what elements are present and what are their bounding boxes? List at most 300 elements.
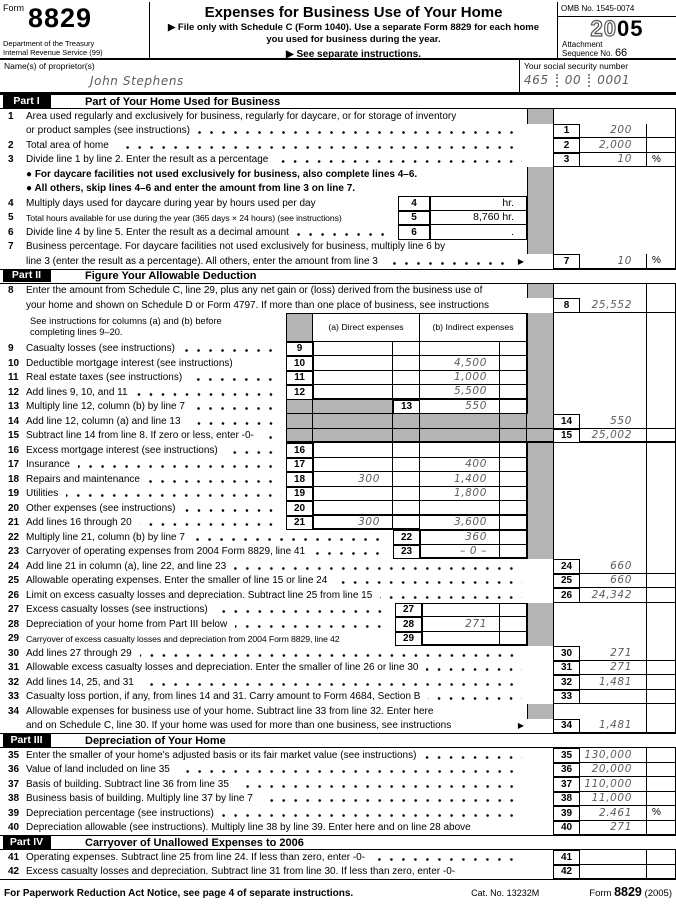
catalog-number: Cat. No. 13232M [471,888,540,898]
part-1-chip: Part I [3,95,51,108]
line-label: Allowable expenses for business use of your home. Subtract line 33 from line 32. Enter here [26,705,434,717]
line-20-indirect-cents[interactable] [500,501,527,516]
line-17-direct-cents[interactable] [393,458,420,473]
line-3-numbox: 3 [553,153,580,168]
row-line-20 [0,501,676,516]
line-33-cents[interactable] [646,690,676,705]
gutter-fill [553,342,580,357]
line-34-cents[interactable] [646,719,676,734]
dot-leader [216,610,390,613]
line-label: ● For daycare facilities not used exclusively for business, also complete lines 4–6. [26,168,418,180]
line-label: Multiply line 21, column (b) by line 7 [26,531,185,543]
line-14-cents[interactable] [646,414,676,429]
inner-table-corner-cell [286,313,313,342]
line-28-box-value[interactable]: 271 [422,617,500,632]
line-3-label-region [0,153,527,168]
line-35-amount[interactable]: 130,000 [580,748,646,763]
row-line-13 [0,400,676,415]
line-label: Depreciation percentage (see instructions) [26,807,214,819]
dot-leader [136,393,281,396]
line-11-indirect-expense[interactable]: 1,000 [420,371,500,386]
dot-leader [426,668,522,671]
line-27-box-cents[interactable] [500,603,527,618]
line-number-left: 5 [8,212,14,224]
line-label: Total hours available for use during the year (365 days × 24 hours) (see instructions) [26,212,342,223]
gutter-cell [527,254,553,269]
proprietor-name-field[interactable]: John Stephens [90,74,184,88]
line-7-label-region [0,240,527,255]
line-21-indirect-cents[interactable] [500,516,527,531]
line-label: Multiply days used for daycare during year by hours used per day [26,197,316,209]
dot-leader [428,697,522,700]
form-subtitle: ▶ File only with Schedule C (Form 1040). Use a separate Form 8829 for each home you used for business during the year. [167,22,540,45]
cents-fill [646,385,676,400]
part-3-header [0,733,676,748]
gutter-fill [553,196,580,211]
line-label: Deductible mortgage interest (see instructions) [26,357,233,369]
ssn-field[interactable] [524,73,672,87]
line-20-indirect-expense[interactable] [420,501,500,516]
line-13-indirect-cents[interactable] [500,400,527,415]
line-number-left: 40 [8,822,20,834]
line-21-inner-number: 21 [286,516,313,531]
line-14-amount[interactable]: 550 [580,414,646,429]
line-12-direct-expense[interactable] [313,385,393,400]
line-number-left: 7 [8,241,14,253]
gutter-cell [527,313,553,342]
line-17-indirect-cents[interactable] [500,458,527,473]
row-line-15 [0,429,676,444]
row-line-29 [0,632,676,647]
line-19-indirect-cents[interactable] [500,487,527,502]
gutter-fill [553,704,580,719]
line-32-cents[interactable] [646,675,676,690]
line-26-cents[interactable] [646,588,676,603]
line-label: Operating expenses. Subtract line 25 from line 24. If less than zero, enter -0- [26,851,366,863]
line-18-indirect-expense[interactable]: 1,400 [420,472,500,487]
line-21-direct-expense[interactable]: 300 [313,516,393,531]
gutter-cell [527,429,553,444]
line-number-left: 22 [8,531,20,543]
line-label: Business percentage. For daycare facilities not used exclusively for business, multiply line 6 by [26,241,446,253]
row-line-38 [0,792,676,807]
line-24-amount[interactable]: 660 [580,559,646,574]
line-42-cents[interactable] [646,865,676,880]
line-16-indirect-cents[interactable] [500,443,527,458]
line-number-left: 29 [8,633,20,645]
line-30-cents[interactable] [646,646,676,661]
form-title: Expenses for Business Use of Your Home [204,4,503,21]
line-number-left: 27 [8,604,20,616]
line-number-left: 32 [8,676,20,688]
row-line-34 [0,704,676,719]
line-22-box-value[interactable]: 360 [420,530,500,545]
gutter-fill [553,284,580,299]
gutter-cell [527,487,553,502]
line-label: Casualty losses (see instructions) [26,343,175,355]
cents-fill [646,545,676,560]
gutter-cell [527,763,553,778]
gutter-cell [527,559,553,574]
line-8-amount[interactable]: 25,552 [580,298,646,313]
line-26-label-region [0,588,527,603]
line-label: Add lines 14, 25, and 31 [26,676,134,688]
line-number-left: 30 [8,647,20,659]
dot-leader [140,523,281,526]
row-line-35 [0,748,676,763]
dot-leader [222,814,522,817]
line-22-box-number: 22 [393,530,420,545]
line-40-cents[interactable] [646,821,676,836]
line-12-indirect-expense[interactable]: 5,500 [420,385,500,400]
line-15-amount[interactable]: 25,002 [580,429,646,444]
line-17-direct-expense[interactable] [313,458,393,473]
gutter-cell [527,211,553,226]
amount-fill [580,400,646,415]
line-16-label-region [0,443,286,458]
line-35-cents[interactable] [646,748,676,763]
dept-line-2: Internal Revenue Service (99) [3,47,103,57]
line-number-left: 41 [8,851,20,863]
ssn-area[interactable]: 465 [524,73,549,87]
line-39-cents[interactable]: % [646,806,676,821]
row-line-34 [0,719,676,734]
line-17-indirect-expense[interactable]: 400 [420,458,500,473]
gutter-cell [527,588,553,603]
row-line-41 [0,850,676,865]
line-11-indirect-cents[interactable] [500,371,527,386]
line-19-direct-cents[interactable] [393,487,420,502]
line-13-indirect-expense[interactable]: 550 [420,400,500,415]
line-21-label-region [0,516,286,531]
line-21-indirect-expense[interactable]: 3,600 [420,516,500,531]
line-9-direct-cents[interactable] [393,342,420,357]
gutter-cell [527,501,553,516]
line-8-cents[interactable] [646,298,676,313]
line-24-cents[interactable] [646,559,676,574]
line-9-indirect-expense[interactable] [420,342,500,357]
line-11-inner-number: 11 [286,371,313,386]
dot-leader [373,858,522,861]
amount-fill [580,443,646,458]
row-line-39 [0,806,676,821]
line-1-cents[interactable] [646,124,676,139]
gutter-cell [527,865,553,880]
gutter-cell [527,414,553,429]
line-16-inner-number: 16 [286,443,313,458]
line-38-numbox: 38 [553,792,580,807]
line-number-left: 13 [8,401,20,413]
dot-leader [261,799,522,802]
dot-leader [424,756,522,759]
tax-year [558,17,676,40]
line-19-indirect-expense[interactable]: 1,800 [420,487,500,502]
gutter-cell [527,806,553,821]
line-label: Divide line 4 by line 5. Enter the result as a decimal amount [26,226,289,238]
line-label: Business basis of building. Multiply line 37 by line 7 [26,793,253,805]
row-line-ihdr [0,313,676,342]
form-number-block [0,2,150,58]
line-number-left: 1 [8,110,14,122]
line-37-cents[interactable] [646,777,676,792]
line-1-label-region [0,109,527,124]
gutter-cell [527,342,553,357]
line-31-amount[interactable]: 271 [580,661,646,676]
line-2-numbox: 2 [553,138,580,153]
line-16-direct-cents[interactable] [393,443,420,458]
line-5-box-value[interactable]: 8,760 hr. [430,211,527,226]
line-x-label-region [0,182,527,197]
line-29-box-cents[interactable] [500,632,527,647]
line-25-cents[interactable] [646,574,676,589]
proprietor-name-label: Name(s) of proprietor(s) [4,61,95,71]
line-20-label-region [0,501,286,516]
gutter-cell [527,124,553,139]
gutter-cell [527,719,553,734]
row-line-12 [0,385,676,400]
line-15-gray-cell [393,429,420,444]
line-number-left: 8 [8,285,14,297]
line-10-indirect-cents[interactable] [500,356,527,371]
line-11-label-region [0,371,286,386]
line-12-direct-cents[interactable] [393,385,420,400]
gutter-cell [527,850,553,865]
row-line-18 [0,472,676,487]
line-17-label-region [0,458,286,473]
line-41-cents[interactable] [646,850,676,865]
line-number-left: 42 [8,866,20,878]
line-label: Subtract line 14 from line 8. If zero or less, enter -0- [26,430,254,442]
line-18-indirect-cents[interactable] [500,472,527,487]
line-number-left: 38 [8,793,20,805]
footer-form-id: Form 8829 (2005) [589,885,672,899]
part-4-chip: Part IV [3,836,51,849]
cents-fill [646,400,676,415]
dot-leader [190,378,281,381]
form-body [0,94,676,879]
cents-fill [646,225,676,240]
amount-fill [580,487,646,502]
dot-leader [313,552,388,555]
dot-leader [140,654,522,657]
line-label: Limit on excess casualty losses and depreciation. Subtract line 25 from line 15 [26,589,373,601]
line-number-left: 33 [8,691,20,703]
gutter-fill [553,167,580,182]
line-33-amount[interactable] [580,690,646,705]
line-2-amount[interactable]: 2,000 [580,138,646,153]
line-20-direct-expense[interactable] [313,501,393,516]
cents-fill [646,603,676,618]
line-34-amount[interactable]: 1,481 [580,719,646,734]
line-24-numbox: 24 [553,559,580,574]
cents-fill [646,472,676,487]
line-label: line 3 (enter the result as a percentage). All others, enter the amount from line 3 [26,255,378,267]
line-1-amount[interactable]: 200 [580,124,646,139]
dot-leader [262,436,281,439]
line-26-amount[interactable]: 24,342 [580,588,646,603]
line-9-direct-expense[interactable] [313,342,393,357]
row-line-28 [0,617,676,632]
row-line-1 [0,109,676,124]
line-label: Casualty loss portion, if any, from lines 14 and 31. Carry amount to Form 4684, Section B [26,691,421,703]
line-18-inner-number: 18 [286,472,313,487]
amount-fill [580,284,646,299]
line-label: Add line 12, column (a) and line 13 [26,415,181,427]
line-18-direct-cents[interactable] [393,472,420,487]
gutter-fill [553,603,580,618]
line-9-indirect-cents[interactable] [500,342,527,357]
column-b-header: (b) Indirect expenses [420,313,527,342]
line-3-amount[interactable]: 10 [580,153,646,168]
line-32-amount[interactable]: 1,481 [580,675,646,690]
line-25-amount[interactable]: 660 [580,574,646,589]
line-18-label-region [0,472,286,487]
line-4-box-value[interactable]: hr. [430,196,527,211]
row-line-25 [0,574,676,589]
dot-leader [276,160,522,163]
line-11-direct-expense[interactable] [313,371,393,386]
dot-leader [234,567,522,570]
line-29-box-value[interactable] [422,632,500,647]
line-29-label-region [0,632,395,647]
gutter-fill [553,617,580,632]
line-label: Depreciation of your home from Part III below [26,618,228,630]
line-label: Add lines 16 through 20 [26,517,132,529]
gutter-fill [553,109,580,124]
line-20-direct-cents[interactable] [393,501,420,516]
amount-fill [580,472,646,487]
line-15-cents[interactable] [646,429,676,444]
line-3-cents[interactable]: % [646,153,676,168]
line-42-amount[interactable] [580,865,646,880]
line-10-direct-cents[interactable] [393,356,420,371]
line-7-cents[interactable]: % [646,254,676,269]
line-number-left: 23 [8,546,20,558]
line-16-indirect-expense[interactable] [420,443,500,458]
line-27-box-value[interactable] [422,603,500,618]
line-36-cents[interactable] [646,763,676,778]
line-18-direct-expense[interactable]: 300 [313,472,393,487]
amount-fill [580,603,646,618]
line-2-cents[interactable] [646,138,676,153]
gutter-fill [553,443,580,458]
gutter-fill [553,472,580,487]
omb-number: OMB No. 1545-0074 [558,2,676,17]
line-38-cents[interactable] [646,792,676,807]
gutter-cell [527,792,553,807]
line-37-amount[interactable]: 110,000 [580,777,646,792]
line-x-label-region [0,167,527,182]
line-16-direct-expense[interactable] [313,443,393,458]
line-19-direct-expense[interactable] [313,487,393,502]
line-11-direct-cents[interactable] [393,371,420,386]
part-2-header [0,269,676,284]
line-10-indirect-expense[interactable]: 4,500 [420,356,500,371]
line-label: Area used regularly and exclusively for business, regularly for daycare, or for storage of inventory [26,110,457,122]
line-25-numbox: 25 [553,574,580,589]
line-12-indirect-cents[interactable] [500,385,527,400]
line-10-direct-expense[interactable] [313,356,393,371]
gutter-cell [527,153,553,168]
line-27-label-region [0,603,395,618]
amount-fill [580,356,646,371]
line-30-amount[interactable]: 271 [580,646,646,661]
gutter-fill [553,371,580,386]
columns-note-line1: See instructions for columns (a) and (b) before [30,316,222,326]
line-4-label-region [0,196,398,211]
line-23-box-number: 23 [393,545,420,560]
line-7-amount[interactable]: 10 [580,254,646,269]
row-line-3 [0,153,676,168]
cents-fill [646,501,676,516]
sequence-number: 66 [614,47,628,59]
columns-note-line2: completing lines 9–20. [30,327,123,337]
line-13-label-region [0,400,286,415]
line-22-box-cents[interactable] [500,530,527,545]
line-label: Add lines 9, 10, and 11 [26,386,128,398]
line-33-numbox: 33 [553,690,580,705]
line-39-amount[interactable]: 2.461 [580,806,646,821]
line-13-inner-gray [286,400,313,415]
cents-fill [646,342,676,357]
ssn-group[interactable]: 00 [564,73,582,87]
line-31-cents[interactable] [646,661,676,676]
line-23-box-cents[interactable] [500,545,527,560]
line-6-box-value[interactable]: . [430,225,527,240]
row-line-4 [0,196,676,211]
cents-fill [646,371,676,386]
line-21-direct-cents[interactable] [393,516,420,531]
line-23-box-value[interactable]: – 0 – [420,545,500,560]
line-41-amount[interactable] [580,850,646,865]
row-line-10 [0,356,676,371]
line-28-box-cents[interactable] [500,617,527,632]
gutter-fill [553,545,580,560]
line-number-left: 25 [8,575,20,587]
line-40-amount[interactable]: 271 [580,821,646,836]
line-27-box-number: 27 [395,603,422,618]
line-label: Enter the amount from Schedule C, line 29, plus any net gain or (loss) derived from the business use of [26,285,483,297]
line-28-label-region [0,617,395,632]
line-number-left: 2 [8,139,14,151]
cents-fill [646,530,676,545]
row-line-26 [0,588,676,603]
row-line-40 [0,821,676,836]
ssn-serial[interactable]: 0001 [597,73,631,87]
line-36-amount[interactable]: 20,000 [580,763,646,778]
right-arrow-icon: ▶ [517,256,524,266]
line-41-label-region [0,850,527,865]
cents-fill [646,443,676,458]
line-label: and on Schedule C, line 30. If your home was used for more than one business, see instructions [26,720,452,732]
gutter-cell [527,675,553,690]
line-38-amount[interactable]: 11,000 [580,792,646,807]
row-line-7 [0,254,676,269]
line-26-numbox: 26 [553,588,580,603]
line-15-gray-cell [500,429,527,444]
amount-fill [580,371,646,386]
line-label: Utilities [26,488,59,500]
gutter-fill [553,487,580,502]
part-1-title: Part of Your Home Used for Business [85,95,281,108]
gutter-cell [527,182,553,197]
line-label: Value of land included on line 35 [26,764,170,776]
gutter-fill [553,632,580,647]
line-8-label-region [0,298,527,313]
line-14-gray-cell [286,414,313,429]
gutter-cell [527,603,553,618]
gutter-cell [527,109,553,124]
